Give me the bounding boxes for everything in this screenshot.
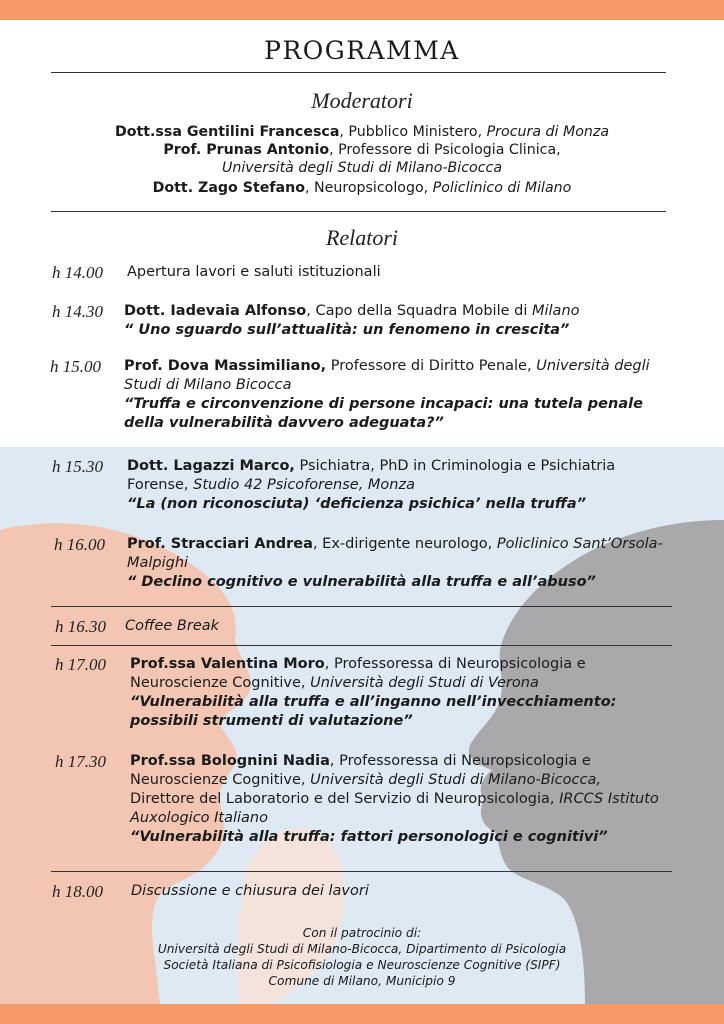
speaker-institution: Studio 42 Psicoforense, Monza — [193, 477, 415, 493]
patronage-line: Comune di Milano, Municipio 9 — [268, 974, 456, 988]
session-label: Apertura lavori e saluti istituzionali — [127, 264, 381, 280]
page-title: PROGRAMMA — [264, 36, 460, 65]
patronage-line: Società Italiana di Psicofisiologia e Neuroscienze Cognitive (SIPF) — [163, 958, 561, 972]
patronage-line: Università degli Studi di Milano-Bicocca, Dipartimento di Psicologia — [157, 942, 567, 956]
talk-title: “Vulnerabilità alla truffa e all’inganno nell’invecchiamento: possibili strumenti di valutazione” — [130, 694, 617, 729]
schedule-time: h 15.00 — [50, 357, 101, 376]
title-divider — [51, 72, 666, 73]
speaker-role: Professore di Diritto Penale, — [326, 358, 537, 374]
talk-title: “ Declino cognitivo e vulnerabilità alla truffa e all’abuso” — [127, 574, 596, 590]
speakers-heading: Relatori — [325, 225, 399, 250]
moderators-heading: Moderatori — [311, 88, 413, 113]
speaker-role: , Ex-dirigente neurologo, — [312, 536, 497, 552]
patronage-footer — [0, 925, 724, 989]
schedule-time: h 15.30 — [52, 457, 103, 476]
schedule-divider — [51, 871, 672, 872]
speaker-name: Prof.ssa Bolognini Nadia — [130, 753, 330, 769]
schedule-entry — [127, 535, 672, 592]
bottom-color-band — [0, 1004, 724, 1024]
speaker-institution: IRCCS Istituto Auxologico Italiano — [130, 791, 659, 826]
moderator-institution: Università degli Studi di Milano-Bicocca — [221, 160, 503, 176]
schedule-time: h 14.00 — [52, 263, 103, 282]
moderator-name: Dott. Zago Stefano — [152, 180, 305, 196]
speaker-name: Prof.ssa Valentina Moro — [130, 656, 325, 672]
schedule-time: h 17.30 — [55, 752, 106, 771]
schedule-time: h 17.00 — [55, 655, 106, 674]
schedule-time: h 16.00 — [54, 535, 105, 554]
schedule-entry — [124, 357, 669, 433]
moderator-role: , Neuropsicologo, — [304, 180, 433, 196]
session-label: Coffee Break — [125, 618, 220, 634]
talk-title: “Truffa e circonvenzione di persone incapaci: una tutela penale della vulnerabilità davvero adeguata?” — [124, 396, 643, 431]
moderators-divider — [51, 211, 666, 212]
speaker-name: Dott. Iadevaia Alfonso — [124, 303, 307, 319]
speaker-institution: Università degli Studi di Verona — [310, 675, 539, 691]
speaker-role: Psichiatra, PhD in Criminologia e Psichiatria Forense, — [127, 458, 616, 493]
speaker-role: Direttore del Laboratorio e del Servizio di Neuropsicologia, — [130, 791, 560, 807]
speaker-name: Prof. Stracciari Andrea — [127, 536, 313, 552]
moderator-line — [0, 123, 724, 141]
speaker-name: Dott. Lagazzi Marco, — [127, 458, 295, 474]
speaker-role: , Professoressa di Neuropsicologia e Neuroscienze Cognitive, — [130, 656, 586, 691]
moderator-name: Dott.ssa Gentilini Francesca — [114, 124, 340, 140]
moderator-line — [0, 179, 724, 197]
schedule-divider — [51, 606, 672, 607]
speaker-role: , Professoressa di Neuropsicologia e Neuroscienze Cognitive, — [130, 753, 591, 788]
schedule-entry — [130, 752, 670, 847]
schedule-entry — [125, 617, 670, 636]
moderator-institution: Policlinico di Milano — [432, 180, 572, 196]
speaker-role: , Capo della Squadra Mobile di — [306, 303, 532, 319]
speaker-institution: Università degli Studi di Milano Bicocca — [124, 358, 650, 393]
speaker-name: Prof. Dova Massimiliano, — [124, 358, 327, 374]
schedule-time: h 14.30 — [52, 302, 103, 321]
schedule-entry — [131, 882, 671, 901]
talk-title: “ Uno sguardo sull’attualità: un fenomeno in crescita” — [124, 322, 570, 338]
schedule-entry — [127, 457, 672, 514]
speaker-institution: Università degli Studi di Milano-Bicocca, — [310, 772, 601, 788]
moderator-role: , Pubblico Ministero, — [339, 124, 487, 140]
moderator-institution: Procura di Monza — [486, 124, 610, 140]
schedule-divider — [51, 645, 672, 646]
talk-title: “Vulnerabilità alla truffa: fattori personologici e cognitivi” — [130, 829, 608, 845]
session-label: Discussione e chiusura dei lavori — [131, 883, 369, 899]
schedule-entry — [124, 302, 664, 340]
schedule-entry — [130, 655, 650, 731]
schedule-entry — [127, 263, 667, 282]
moderator-role: , Professore di Psicologia Clinica, — [329, 142, 561, 158]
speaker-institution: Policlinico Sant’Orsola-Malpighi — [127, 536, 663, 571]
speaker-institution: Milano — [531, 303, 580, 319]
schedule-time: h 16.30 — [55, 617, 106, 636]
schedule-time: h 18.00 — [52, 882, 103, 901]
moderator-line — [150, 141, 574, 177]
talk-title: “La (non riconosciuta) ‘deficienza psichica’ nella truffa” — [127, 496, 587, 512]
patronage-heading: Con il patrocinio di: — [302, 926, 422, 940]
moderator-name: Prof. Prunas Antonio — [163, 142, 330, 158]
